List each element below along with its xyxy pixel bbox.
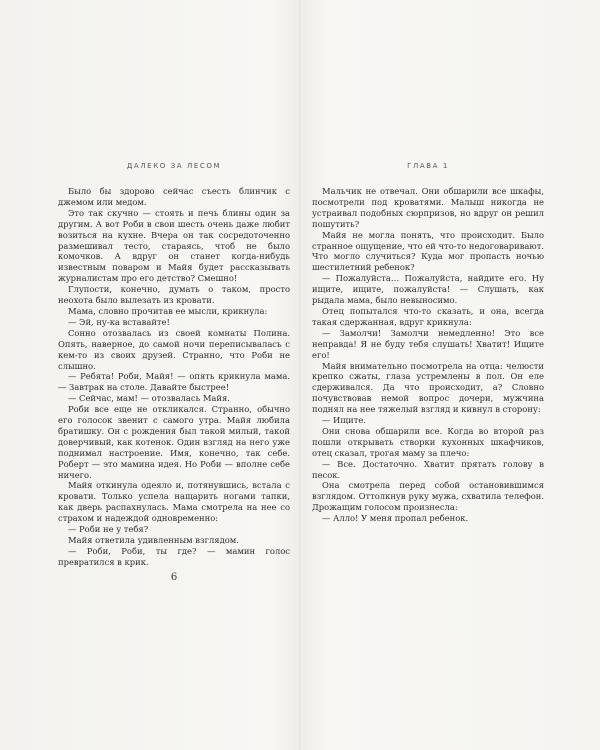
page-number: 6 [170,572,178,583]
right-page [312,0,544,750]
paragraph: — Роби не у тебя? [68,524,149,535]
paragraph: Сонно отозвалась из своей комнаты Полина. Опять, наверное, до самой ночи переписывалась с кем-то из своих друзей. Странно, что Роби не слышно. [58,327,290,371]
right-page-text [312,186,544,524]
paragraph: — Ребята! Роби, Майя! — опять крикнула мама. — Завтрак на столе. Давайте быстрее! [58,371,290,393]
paragraph: Они снова обшарили все. Когда во второй раз пошли открывать створки кухонных шкафчиков, отец сказал, трогая маму за плечо: [312,425,544,458]
paragraph: Было бы здорово сейчас съесть блинчик с джемом или медом. [58,186,290,207]
paragraph: Мама, словно прочитав ее мысли, крикнула: [68,305,268,316]
left-page [58,0,290,750]
paragraph: Мальчик не отвечал. Они обшарили все шкафы, посмотрели под кроватями. Малыш никогда не устраивал подобных сюрпризов, но вдруг он решил пошутить? [312,186,544,229]
paragraph: Майя откинула одеяло и, потянувшись, встала с кровати. Только успела нащарить ногами тапки, как дверь распахнулась. Мама смотрела на нее со страхом и надеждой одновременно: [58,480,290,524]
paragraph: — Сейчас, мам! — отозвалась Майя. [68,393,230,404]
left-page-text [58,186,290,568]
paragraph: — Все. Достаточно. Хватит прятать голову в песок. [312,458,544,480]
paragraph: Отец попытался что-то сказать, и она, всегда такая сдержанная, вдруг крикнула: [312,305,544,327]
paragraph: — Роби, Роби, ты где? — мамин голос превратился в крик. [58,545,290,567]
paragraph: — Алло! У меня пропал ребенок. [322,513,469,524]
paragraph: — Пожалуйста… Пожалуйста, найдите его. Ну ищите, ищите, пожалуйста! — Слушать, как рыдала мама, было невыносимо. [312,273,544,306]
paragraph: Роби все еще не откликался. Странно, обычно его голосок звенит с самого утра. Майя любила братишку. Он с рождения был такой милый, такой доверчивый, как котенок. Один взгляд на него уже поднимал настроение. Имя, конечно, так себе. Роберт — это мамина идея. Но Роби — вполне себе ничего. [58,404,290,480]
paragraph: Это так скучно — стоять и печь блины один за другим. А вот Роби в свои шесть очень даже любит возиться на кухне. Вчера он так сосредоточенно размешивал тесто, стараясь, чтоб не было комочков. А вдруг он станет когда-нибудь известным поваром и Майя будет рассказывать журналистам про его детство? Смешно! [58,207,290,284]
paragraph: Майя не могла понять, что происходит. Было странное ощущение, что ей что-то недоговаривают. Что могло случиться? Куда мог пропасть ночью шестилетний ребенок? [312,229,545,273]
paragraph: Майя ответила удивленным взглядом. [68,535,239,545]
book-gutter [299,0,301,750]
paragraph: — Замолчи! Замолчи немедленно! Это все неправда! Я не буду тебя слушать! Хватит! Ищите его! [312,327,544,360]
right-running-head: ГЛАВА 1 [407,162,449,170]
paragraph: — Эй, ну-ка вставайте! [68,316,170,327]
paragraph: — Ищите. [322,415,366,426]
paragraph: Она смотрела перед собой остановившимся взглядом. Оттолкнув руку мужа, схватила телефон. Дрожащим голосом произнесла: [312,480,544,513]
paragraph: Глупости, конечно, думать о таком, просто неохота было вылезать из кровати. [58,284,290,306]
paragraph: Майя внимательно посмотрела на отца: челюсти крепко сжаты, глаза устремлены в пол. Он еле сдерживался. Да что происходит, а? Словно почувствовав немой вопрос дочери, мужчина поднял на нее тяжелый взгляд и кивнул в сторону: [312,360,544,415]
left-running-head: ДАЛЕКО ЗА ЛЕСОМ [126,162,222,170]
